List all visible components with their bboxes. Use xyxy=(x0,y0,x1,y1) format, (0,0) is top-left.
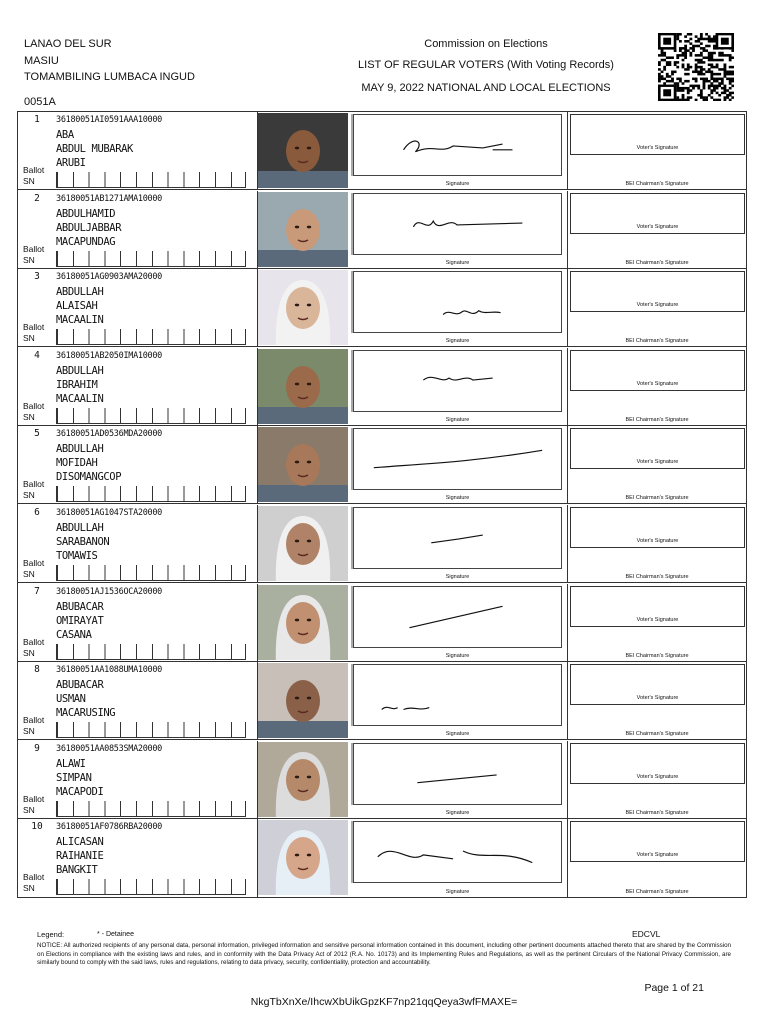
voter-middle-name: MACAPUNDAG xyxy=(56,235,116,248)
bei-signature-caption: BEI Chairman's Signature xyxy=(625,416,689,423)
signature-cell xyxy=(348,741,567,818)
signature-box xyxy=(353,271,562,333)
voter-signature-box[interactable] xyxy=(570,586,745,627)
voter-id: 36180051AJ1536OCA20000 xyxy=(56,586,162,597)
voter-signature-box[interactable] xyxy=(570,821,745,862)
bei-signature-caption: BEI Chairman's Signature xyxy=(625,809,689,816)
bei-signature-caption: BEI Chairman's Signature xyxy=(625,731,689,738)
signature-caption: Signature xyxy=(445,809,470,816)
legend-detainee: * - Detainee xyxy=(97,931,134,938)
voter-row xyxy=(18,662,746,740)
voter-info-cell xyxy=(18,191,258,268)
location-header xyxy=(24,36,195,110)
bei-cell xyxy=(567,348,746,425)
bei-signature-caption: BEI Chairman's Signature xyxy=(625,338,689,345)
edcvl-label: EDCVL xyxy=(632,929,661,939)
voter-info-cell xyxy=(18,505,258,582)
signature-cell xyxy=(348,112,567,189)
voter-surname: ABDULLAH xyxy=(56,522,104,534)
voter-photo xyxy=(258,506,348,581)
ballot-sn-label: Ballot SN xyxy=(23,479,45,501)
agency-name: Commission on Elections xyxy=(424,38,548,50)
precinct-number: 0051A xyxy=(24,95,56,108)
voter-middle-name: TOMAWIS xyxy=(56,550,98,562)
ballot-sn-label: Ballot SN xyxy=(23,558,45,579)
voter-given-name: SARABANON xyxy=(56,536,110,548)
bei-signature-caption: BEI Chairman's Signature xyxy=(625,652,689,659)
province: LANAO DEL SUR xyxy=(24,38,112,50)
voter-surname: ABUBACAR xyxy=(56,600,104,613)
bei-signature-caption: BEI Chairman's Signature xyxy=(625,889,689,896)
voter-number: 4 xyxy=(34,349,40,361)
voter-signature-caption: Voter's Signature xyxy=(636,616,679,623)
ballot-serial-boxes[interactable] xyxy=(56,408,246,424)
voter-info-cell xyxy=(18,426,258,503)
voter-row xyxy=(18,505,746,583)
signature-box xyxy=(353,350,562,412)
voter-signature-box[interactable] xyxy=(570,271,745,312)
voter-number: 2 xyxy=(34,192,40,204)
signature-caption: Signature xyxy=(445,338,470,345)
voter-signature-box[interactable] xyxy=(570,743,745,784)
voter-id: 36180051AB1271AMA10000 xyxy=(56,193,162,204)
voter-middle-name: MACARUSING xyxy=(56,707,116,720)
signature-box xyxy=(353,821,562,883)
voter-id: 36180051AA0853SMA20000 xyxy=(56,743,162,754)
voter-photo xyxy=(258,192,348,267)
voter-surname: ALICASAN xyxy=(56,836,104,849)
voter-info-cell xyxy=(18,269,258,346)
voter-surname: ABA xyxy=(56,129,74,141)
bei-cell xyxy=(567,662,746,739)
voter-number: 3 xyxy=(34,271,40,283)
voter-signature-caption: Voter's Signature xyxy=(636,302,679,309)
voter-photo xyxy=(258,113,348,188)
ballot-serial-boxes[interactable] xyxy=(56,801,246,817)
voter-signature-box[interactable] xyxy=(570,114,745,155)
voter-number: 1 xyxy=(34,114,40,125)
bei-cell xyxy=(567,112,746,189)
voter-signature-box[interactable] xyxy=(570,193,745,234)
voter-info-cell xyxy=(18,741,258,818)
voter-number: 5 xyxy=(34,428,40,440)
voter-surname: ABUBACAR xyxy=(56,679,104,692)
signature-cell xyxy=(348,348,567,425)
voter-row xyxy=(18,741,746,819)
bei-cell xyxy=(567,741,746,818)
signature-box xyxy=(353,193,562,255)
voter-signature-caption: Voter's Signature xyxy=(636,695,679,702)
ballot-sn-label: Ballot SN xyxy=(23,715,45,737)
signature-caption: Signature xyxy=(445,259,470,266)
ballot-serial-boxes[interactable] xyxy=(56,565,246,581)
signature-caption: Signature xyxy=(445,495,470,502)
election-title: MAY 9, 2022 NATIONAL AND LOCAL ELECTIONS xyxy=(361,82,611,94)
voter-number: 6 xyxy=(34,507,40,518)
voter-photo xyxy=(258,663,348,738)
signature-caption: Signature xyxy=(445,416,470,423)
voter-info-cell xyxy=(18,348,258,425)
ballot-serial-boxes[interactable] xyxy=(56,329,246,345)
document-title-block xyxy=(330,37,642,95)
voter-number: 9 xyxy=(34,742,40,754)
bei-cell xyxy=(567,819,746,897)
voter-photo xyxy=(258,349,348,424)
bei-signature-caption: BEI Chairman's Signature xyxy=(625,495,689,502)
voter-given-name: RAIHANIE xyxy=(56,850,104,863)
voter-middle-name: BANGKIT xyxy=(56,864,98,877)
voter-id: 36180051AG0903AMA20000 xyxy=(56,272,162,283)
legend-label: Legend: xyxy=(37,930,65,939)
ballot-serial-boxes[interactable] xyxy=(56,172,246,188)
signature-caption: Signature xyxy=(445,652,470,659)
voter-given-name: SIMPAN xyxy=(56,771,92,784)
qr-code xyxy=(658,33,734,101)
signature-caption: Signature xyxy=(445,181,470,187)
voter-id: 36180051AI0591AAA10000 xyxy=(56,115,162,125)
voter-surname: ABDULLAH xyxy=(56,286,104,299)
signature-caption: Signature xyxy=(445,731,470,738)
voter-table xyxy=(17,111,747,898)
voter-id: 36180051AD0536MDA20000 xyxy=(56,429,162,440)
voter-photo xyxy=(258,742,348,817)
voter-signature-caption: Voter's Signature xyxy=(636,773,679,780)
voter-middle-name: MACAALIN xyxy=(56,392,104,405)
voter-given-name: OMIRAYAT xyxy=(56,614,104,627)
legend xyxy=(37,930,731,939)
signature-box xyxy=(353,664,562,726)
ballot-sn-label: Ballot SN xyxy=(23,165,45,186)
voter-signature-box[interactable] xyxy=(570,507,745,548)
voter-photo xyxy=(258,270,348,345)
voter-given-name: ABDULJABBAR xyxy=(56,221,122,234)
voter-row xyxy=(18,269,746,347)
voter-number: 10 xyxy=(31,821,43,833)
voter-middle-name: ARUBI xyxy=(56,157,86,169)
voter-signature-caption: Voter's Signature xyxy=(636,380,679,387)
signature-box xyxy=(353,114,562,176)
voter-number: 7 xyxy=(34,585,40,597)
signature-caption: Signature xyxy=(445,889,470,896)
signature-box xyxy=(353,507,562,569)
bei-signature-caption: BEI Chairman's Signature xyxy=(625,181,689,187)
ballot-sn-label: Ballot SN xyxy=(23,872,45,894)
voter-id: 36180051AA1088UMA10000 xyxy=(56,665,162,676)
voter-row xyxy=(18,584,746,662)
ballot-serial-boxes[interactable] xyxy=(56,722,246,738)
signature-box xyxy=(353,743,562,805)
bei-cell xyxy=(567,269,746,346)
privacy-notice: NOTICE: All authorized recipients of any personal data, personal information, privileged information and sensitive personal information contained in this document, including other pertinent documents attached thereto that are shared by the Commission on Elections in compliance with the existing laws and rules, and in conformity with the Data Privacy Act of 2012 (R.A. No. 10173) and its Implementing Rules and Regulations, as well as the pertinent Circulars of the National Privacy Commission, are similarly bound to comply with the said laws, rules and regulations, relating to data privacy, security, confidentiality, protection and accountability. xyxy=(37,942,731,967)
signature-cell xyxy=(348,662,567,739)
signature-cell xyxy=(348,269,567,346)
voter-signature-box[interactable] xyxy=(570,350,745,391)
voter-middle-name: MACAPODI xyxy=(56,785,104,798)
bei-cell xyxy=(567,505,746,582)
bei-cell xyxy=(567,426,746,503)
voter-surname: ABDULHAMID xyxy=(56,207,116,220)
list-title: LIST OF REGULAR VOTERS (With Voting Records) xyxy=(358,59,614,71)
signature-cell xyxy=(348,505,567,582)
voter-id: 36180051AB2050IMA10000 xyxy=(56,350,162,361)
voter-info-cell xyxy=(18,819,258,897)
bei-cell xyxy=(567,584,746,661)
voter-row xyxy=(18,426,746,504)
ballot-serial-boxes[interactable] xyxy=(56,251,246,267)
signature-caption: Signature xyxy=(445,574,470,580)
voter-row xyxy=(18,348,746,426)
bei-signature-caption: BEI Chairman's Signature xyxy=(625,574,689,580)
voter-photo xyxy=(258,820,348,895)
voter-given-name: ABDUL MUBARAK xyxy=(56,143,133,155)
voter-given-name: IBRAHIM xyxy=(56,378,98,391)
voter-id: 36180051AG1047STA20000 xyxy=(56,508,162,518)
voter-photo xyxy=(258,427,348,502)
voter-number: 8 xyxy=(34,664,40,676)
page-number: Page 1 of 21 xyxy=(644,982,704,994)
ballot-sn-label: Ballot SN xyxy=(23,243,45,265)
voter-id: 36180051AF0786RBA20000 xyxy=(56,822,162,833)
ballot-serial-boxes[interactable] xyxy=(56,486,246,502)
voter-row xyxy=(18,819,746,897)
voter-signature-caption: Voter's Signature xyxy=(636,145,679,151)
voter-row xyxy=(18,112,746,190)
ballot-serial-boxes[interactable] xyxy=(56,644,246,660)
bei-signature-caption: BEI Chairman's Signature xyxy=(625,259,689,266)
voter-given-name: USMAN xyxy=(56,693,86,706)
ballot-sn-label: Ballot SN xyxy=(23,636,45,658)
voter-signature-box[interactable] xyxy=(570,428,745,469)
signature-cell xyxy=(348,819,567,897)
voter-middle-name: MACAALIN xyxy=(56,314,104,327)
signature-cell xyxy=(348,426,567,503)
signature-cell xyxy=(348,191,567,268)
voter-signature-box[interactable] xyxy=(570,664,745,705)
voter-given-name: ALAISAH xyxy=(56,300,98,313)
signature-box xyxy=(353,428,562,490)
signature-cell xyxy=(348,584,567,661)
voter-signature-caption: Voter's Signature xyxy=(636,852,679,859)
document-hash: NkgTbXnXe/IhcwXbUikGpzKF7np21qqQeya3wfFMAXE= xyxy=(250,996,518,1008)
voter-row xyxy=(18,191,746,269)
voter-surname: ALAWI xyxy=(56,757,86,770)
voter-signature-caption: Voter's Signature xyxy=(636,223,679,230)
municipality: MASIU xyxy=(24,54,59,67)
voter-info-cell xyxy=(18,662,258,739)
voter-middle-name: DISOMANGCOP xyxy=(56,471,122,484)
ballot-sn-label: Ballot SN xyxy=(23,322,45,344)
voter-info-cell xyxy=(18,112,258,189)
voter-surname: ABDULLAH xyxy=(56,364,104,377)
voter-signature-caption: Voter's Signature xyxy=(636,459,679,466)
voter-surname: ABDULLAH xyxy=(56,443,104,456)
ballot-sn-label: Ballot SN xyxy=(23,793,45,815)
voter-photo xyxy=(258,585,348,660)
ballot-sn-label: Ballot SN xyxy=(23,400,45,422)
voter-info-cell xyxy=(18,584,258,661)
barangay: TOMAMBILING LUMBACA INGUD xyxy=(24,71,195,83)
voter-given-name: MOFIDAH xyxy=(56,457,98,470)
voter-middle-name: CASANA xyxy=(56,628,92,641)
ballot-serial-boxes[interactable] xyxy=(56,879,246,895)
voter-signature-caption: Voter's Signature xyxy=(636,538,679,544)
signature-box xyxy=(353,586,562,648)
bei-cell xyxy=(567,191,746,268)
